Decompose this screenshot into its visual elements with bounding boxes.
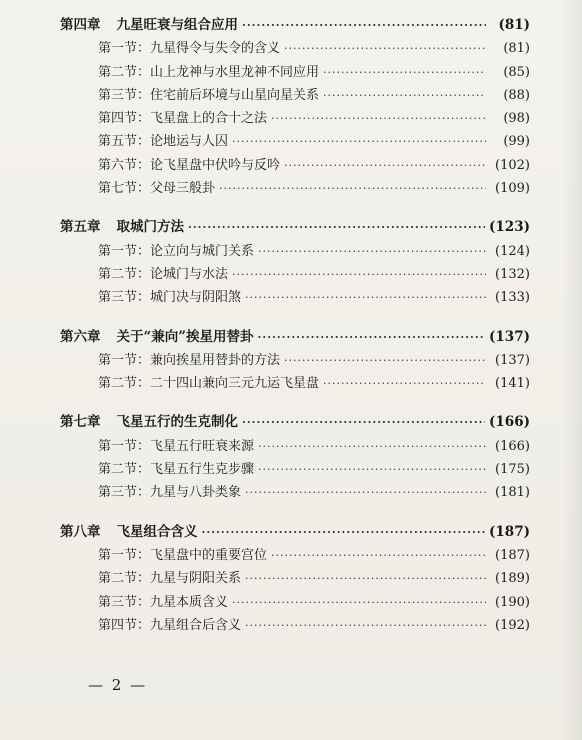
chapter-heading (60, 216, 530, 239)
dot-leader (284, 154, 486, 177)
section-page: (124) (495, 243, 530, 259)
chapter-section (60, 411, 530, 504)
section-label: 第六节：论飞星盘中伏吟与反吟 (98, 157, 281, 173)
dot-leader (258, 326, 486, 349)
chapter-page: (166) (489, 414, 530, 431)
chapter-title: 九星旺衰与组合应用 (116, 17, 238, 33)
toc-entry (60, 435, 530, 458)
toc-entry (60, 107, 530, 130)
dot-leader (271, 107, 486, 130)
dot-leader (258, 240, 486, 263)
dot-leader (232, 130, 486, 153)
chapter-title: 飞星五行的生克制化 (116, 414, 238, 431)
dot-leader (284, 37, 486, 60)
chapter-page: (81) (498, 17, 530, 33)
toc-entry (60, 614, 530, 637)
toc-entry (60, 591, 530, 614)
toc-entry (60, 263, 530, 286)
section-page: (99) (503, 134, 530, 150)
dot-leader (323, 84, 486, 107)
dot-leader (242, 14, 486, 37)
section-label: 第一节：兼向挨星用替卦的方法 (98, 352, 281, 368)
dot-leader (232, 263, 486, 286)
dot-leader (271, 544, 486, 567)
section-label: 第二节：二十四山兼向三元九运飞星盘 (98, 376, 320, 392)
table-of-contents (60, 14, 530, 653)
dot-leader (258, 435, 486, 458)
dot-leader (245, 567, 486, 590)
section-page: (181) (495, 485, 530, 501)
section-page: (85) (503, 64, 530, 80)
section-page: (133) (495, 290, 530, 306)
scan-shadow (562, 0, 582, 740)
dot-leader (245, 286, 486, 309)
chapter-number: 第四章 (60, 17, 101, 33)
dot-leader (284, 349, 486, 372)
chapter-page: (123) (489, 219, 530, 236)
section-label: 第二节：论城门与水法 (98, 266, 229, 282)
section-label: 第五节：论地运与人囚 (98, 134, 229, 150)
section-label: 第三节：九星本质含义 (98, 594, 229, 610)
toc-entry (60, 130, 530, 153)
chapter-heading (60, 14, 530, 37)
dot-leader (245, 614, 486, 637)
dot-leader (245, 481, 486, 504)
dot-leader (188, 216, 485, 239)
toc-entry (60, 37, 530, 60)
section-label: 第一节：飞星盘中的重要宫位 (98, 547, 268, 563)
section-label: 第四节：飞星盘上的合十之法 (98, 111, 268, 127)
dot-leader (202, 521, 486, 544)
chapter-number: 第八章 (60, 523, 101, 540)
toc-entry (60, 240, 530, 263)
toc-entry (60, 544, 530, 567)
chapter-title: 关于“兼向”挨星用替卦 (116, 328, 254, 345)
section-label: 第三节：住宅前后环境与山星向星关系 (98, 87, 320, 103)
page-number: — 2 — (88, 676, 148, 694)
chapter-title: 飞星组合含义 (116, 523, 198, 540)
dot-leader (323, 61, 486, 84)
section-label: 第一节：九星得令与失令的含义 (98, 41, 281, 57)
section-page: (175) (495, 462, 530, 478)
chapter-heading (60, 521, 530, 544)
chapter-section (60, 521, 530, 637)
toc-entry (60, 84, 530, 107)
toc-entry (60, 349, 530, 372)
chapter-page: (187) (489, 523, 530, 540)
section-label: 第二节：山上龙神与水里龙神不同应用 (98, 64, 320, 80)
section-page: (81) (503, 41, 530, 57)
toc-entry (60, 481, 530, 504)
section-label: 第四节：九星组合后含义 (98, 617, 242, 633)
toc-entry (60, 458, 530, 481)
section-page: (109) (495, 181, 530, 197)
chapter-section (60, 14, 530, 200)
section-label: 第七节：父母三般卦 (98, 181, 216, 197)
section-label: 第一节：论立向与城门关系 (98, 243, 255, 259)
section-page: (132) (495, 266, 530, 282)
section-page: (141) (495, 376, 530, 392)
dot-leader (242, 411, 485, 434)
section-label: 第二节：飞星五行生克步骤 (98, 462, 255, 478)
section-page: (192) (495, 617, 530, 633)
chapter-number: 第七章 (60, 414, 101, 431)
dot-leader (219, 177, 486, 200)
chapter-number: 第六章 (60, 328, 101, 345)
dot-leader (232, 591, 486, 614)
chapter-section (60, 216, 530, 309)
section-label: 第三节：城门决与阴阳煞 (98, 290, 242, 306)
section-page: (190) (495, 594, 530, 610)
chapter-heading (60, 411, 530, 434)
chapter-number: 第五章 (60, 219, 101, 236)
toc-entry (60, 61, 530, 84)
section-label: 第二节：九星与阴阳关系 (98, 571, 242, 587)
dot-leader (323, 372, 486, 395)
toc-entry (60, 372, 530, 395)
section-label: 第一节：飞星五行旺衰来源 (98, 438, 255, 454)
chapter-heading (60, 326, 530, 349)
section-page: (137) (495, 352, 530, 368)
section-page: (88) (503, 87, 530, 103)
toc-entry (60, 177, 530, 200)
section-page: (187) (495, 547, 530, 563)
dot-leader (258, 458, 486, 481)
section-page: (102) (495, 157, 530, 173)
toc-entry (60, 286, 530, 309)
section-page: (98) (503, 111, 530, 127)
chapter-section (60, 326, 530, 396)
section-label: 第三节：九星与八卦类象 (98, 485, 242, 501)
chapter-title: 取城门方法 (116, 219, 184, 236)
toc-entry (60, 154, 530, 177)
chapter-page: (137) (489, 328, 530, 345)
toc-entry (60, 567, 530, 590)
section-page: (166) (495, 438, 530, 454)
section-page: (189) (495, 571, 530, 587)
